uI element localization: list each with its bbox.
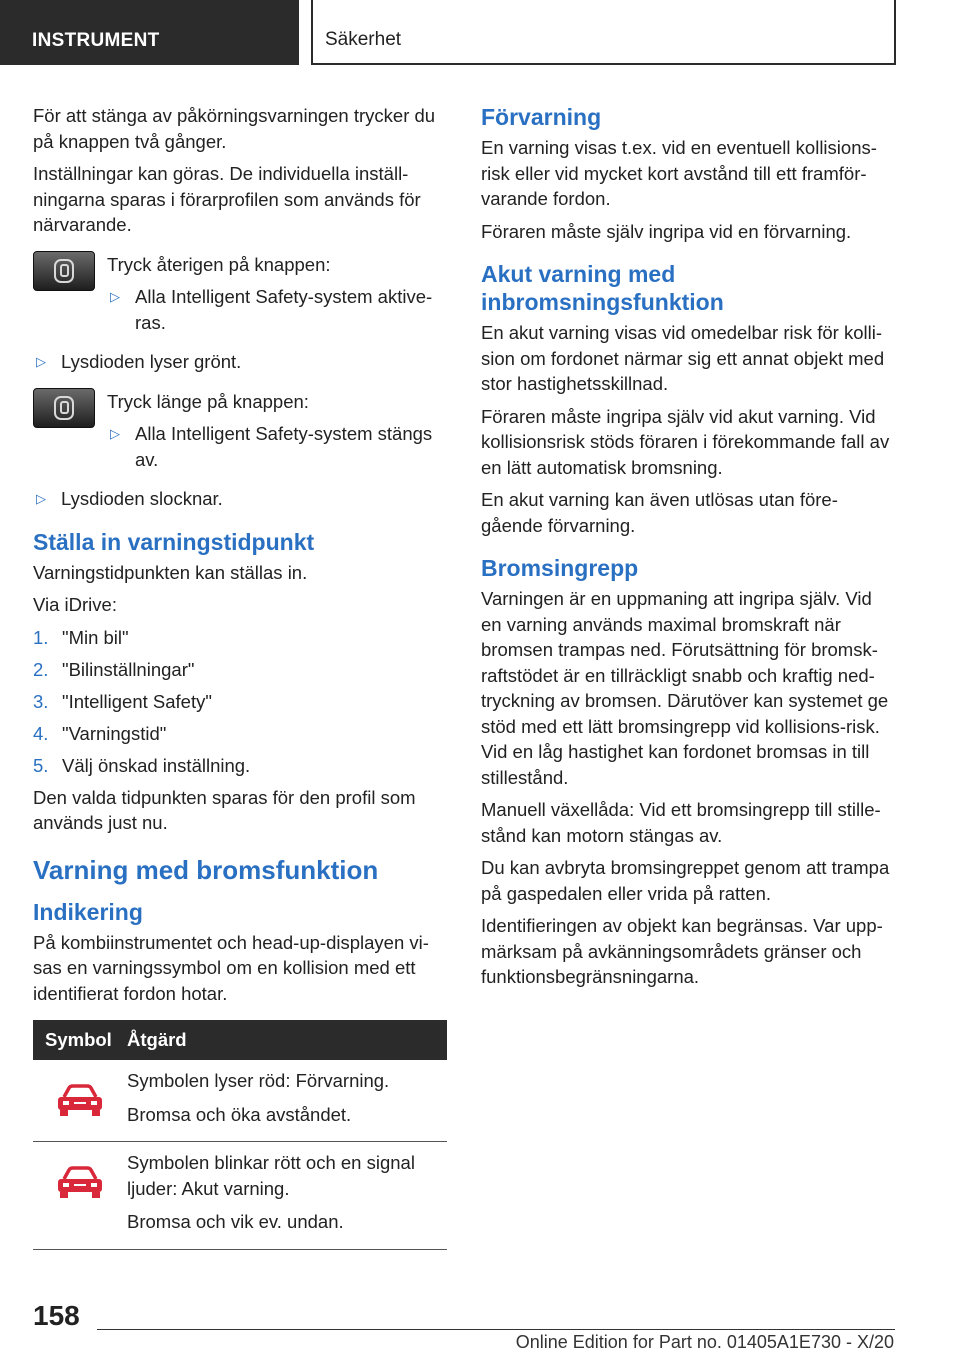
chapter-heading: Varning med bromsfunktion	[33, 854, 379, 885]
button-instruction-1	[33, 252, 447, 342]
list-item	[107, 421, 447, 472]
triangle-bullet-icon: ▷	[110, 289, 120, 304]
safety-button-icon	[33, 388, 95, 428]
section-heading: Bromsingrepp	[481, 555, 639, 581]
step-number: 3.	[33, 690, 49, 712]
list-item	[33, 753, 447, 779]
section-heading: Indikering	[33, 898, 143, 925]
header-topic-tab	[311, 0, 896, 65]
section-heading: Ställa in varningstidpunkt	[33, 528, 315, 555]
table-row	[33, 1060, 447, 1142]
paragraph: Föraren måste själv ingripa vid en förvarning.	[481, 220, 852, 242]
step-text: "Varningstid"	[62, 722, 167, 744]
step-text: Välj önskad inställning.	[62, 754, 251, 776]
action-text: Symbolen lyser röd: Förvarning.	[127, 1070, 390, 1091]
header-section-tab	[0, 0, 299, 65]
step-number: 1.	[33, 626, 49, 648]
action-text: Symbolen blinkar rött och en signal ljuder: Akut varning.	[127, 1152, 415, 1199]
list-item-text: Lysdioden lyser grönt.	[61, 351, 242, 372]
triangle-bullet-icon: ▷	[110, 426, 120, 441]
numbered-list	[33, 625, 447, 779]
paragraph: Manuell växellåda: Vid ett bromsingrepp till stille-stånd kan motorn stängas av.	[481, 799, 881, 846]
car-warning-icon	[33, 1068, 127, 1135]
section-heading: Förvarning	[481, 104, 602, 130]
section-heading: Akut varning med inbromsningsfunktion	[481, 261, 724, 315]
button-instruction-2	[33, 389, 447, 479]
instruction-text: Tryck länge på knappen:	[107, 390, 309, 412]
action-text: Bromsa och öka avståndet.	[127, 1103, 352, 1125]
list-item-text: Alla Intelligent Safety-system aktive-ras.	[135, 286, 433, 333]
page-number: 158	[33, 1300, 80, 1331]
action-text: Bromsa och vik ev. undan.	[127, 1211, 344, 1232]
column-header-action: Åtgärd	[127, 1029, 187, 1051]
step-text: "Bilinställningar"	[62, 658, 195, 680]
step-number: 5.	[33, 754, 49, 776]
paragraph: Identifieringen av objekt kan begränsas. Var upp-märksam på avkänningsområdets gränser och funktionsbegränsningarna.	[481, 915, 883, 987]
list-item	[33, 625, 447, 651]
paragraph: En akut varning kan även utlösas utan före-gående förvarning.	[481, 489, 838, 536]
paragraph: Inställningar kan göras. De individuella inställ-ningarna sparas i förarprofilen som används för närvarande.	[33, 163, 421, 235]
paragraph: Du kan avbryta bromsingreppet genom att trampa på gaspedalen eller vrida på ratten.	[481, 857, 890, 904]
table-row	[33, 1142, 447, 1250]
list-item-text: Alla Intelligent Safety-system stängs av.	[135, 423, 433, 470]
triangle-bullet-icon: ▷	[36, 491, 46, 506]
list-item	[33, 721, 447, 747]
step-text: "Min bil"	[62, 626, 129, 648]
paragraph: Föraren måste ingripa själv vid akut varning. Vid kollisionsrisk stöds föraren i förekommande fall av en lätt automatisk bromsning.	[481, 405, 890, 478]
paragraph: En akut varning visas vid omedelbar risk för kolli-sion om fordonet närmar sig ett annat objekt med stor hastighetsskillnad.	[481, 322, 885, 394]
paragraph: Via iDrive:	[33, 594, 117, 615]
paragraph: Varningstidpunkten kan ställas in.	[33, 561, 308, 583]
step-number: 2.	[33, 658, 49, 680]
left-column	[33, 103, 447, 1250]
list-item-text: Lysdioden slocknar.	[61, 488, 223, 509]
footer-edition: Online Edition for Part no. 01405A1E730 - X/20	[515, 1332, 894, 1352]
paragraph: Den valda tidpunkten sparas för den profil som används just nu.	[33, 786, 416, 833]
paragraph: En varning visas t.ex. vid en eventuell kollisions-risk eller vid mycket kort avstånd till ett framför-varande fordon.	[481, 137, 877, 209]
footer-divider	[97, 1329, 895, 1330]
list-item	[107, 284, 447, 335]
right-column	[481, 103, 895, 997]
column-header-symbol: Symbol	[45, 1029, 112, 1051]
paragraph: För att stänga av påkörningsvarningen trycker du på knappen två gånger.	[33, 105, 436, 152]
list-item	[33, 486, 447, 512]
header-topic-label: Säkerhet	[325, 29, 402, 50]
safety-button-icon	[33, 251, 95, 291]
car-warning-icon	[33, 1150, 127, 1243]
header-section-label: INSTRUMENT	[32, 30, 160, 51]
list-item	[33, 657, 447, 683]
table-header	[33, 1020, 447, 1060]
list-item	[33, 689, 447, 715]
list-item	[33, 349, 447, 375]
step-number: 4.	[33, 722, 49, 744]
instruction-text: Tryck återigen på knappen:	[107, 253, 331, 275]
paragraph: Varningen är en uppmaning att ingripa själv. Vid en varning används maximal bromskraft när bromsen trampas ned. Förutsättning för bromsk-raftstödet är en tillräckligt snabb och kraftig ned-tryckning av bromsen. Därutöver kan systemet ge stöd med ett lätt bromsingrepp vid kollisions-risk. Vid en låg hastighet kan fordonet bromsas in till stillestånd.	[481, 588, 889, 788]
triangle-bullet-icon: ▷	[36, 354, 46, 369]
paragraph: På kombiinstrumentet och head-up-displayen vi-sas en varningssymbol om en kollision med ett identifierat fordon hotar.	[33, 931, 429, 1004]
symbol-table	[33, 1020, 447, 1250]
step-text: "Intelligent Safety"	[62, 690, 212, 712]
